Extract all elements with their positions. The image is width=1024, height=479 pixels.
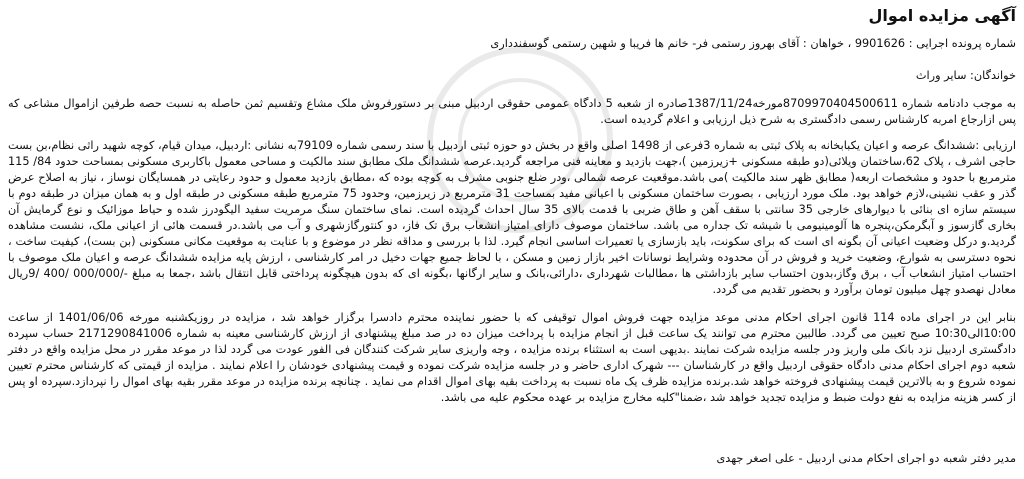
notice-title: آگهی مزایده اموال bbox=[868, 6, 1016, 25]
signature-line: مدیر دفتر شعبه دو اجرای احکام مدنی اردبیل - علی اصغر جهدی bbox=[716, 452, 1016, 465]
intro-paragraph: به موجب دادنامه شماره 8709970404500611مورخه1387/11/24صادره از شعبه 5 دادگاه عمومی حقوقی اردبیل مبنی بر دستورفروش ملک مشاع وتقسیم ثمن حاصله به نسبت حصه طرفین ازاموال مشاعی که پس ازارجاع امربه کارشناس رسمی دادگستری به شرح ذیل ارزیابی و اعلام گردیده است. bbox=[8, 97, 1016, 126]
defendants-line: خواندگان: سایر وراث bbox=[915, 69, 1016, 82]
procedure-paragraph: بنابر این در اجرای ماده 114 قانون اجرای احکام مدنی موعد مزایده جهت فروش اموال توقیفی که با حضور نماینده محترم دادسرا برگزار خواهد شد ، مزایده در روزیکشنبه مورخه 1401/06/06 از ساعت 10:00الی10:30 صبح تعیین می گردد. طالبین محترم می توانند یک ساعت قبل از انجام مزایده با پرداخت میزان ده در صد مبلغ پیشنهادی از ارزش کارشناسی معینه به شماره 2171290841006 حساب سپرده دادگستری اردبیل نزد بانک ملی واریز ودر جلسه مزایده شرکت نمایند .بدیهی است به استثناء برنده مزایده ، وجه واریزی سایر شرکت کنندگان فی الفور عودت می گردد لذا در موعد مقرر در محل مزایده واقع در دفتر شعبه دوم اجرای احکام مدنی دادگاه حقوقی اردبیل واقع در کارشناسان --- شهرک اداری حاضر و در جلسه مزایده شرکت نموده و قیمت پیشنهادی خودشان را اعلام نمایند . مزایده از قیمتی که کارشناس محترم تعیین نموده شروع و به بالاترین قیمت پیشنهادی فروخته خواهد شد.برنده مزایده ظرف یک ماه نسبت به پرداخت بقیه بهای اموال اقدام می نماید . چنانچه برنده مزایده در موعد مقرر بقیه بهای اموال را نپردازد.سپرده او پس از کسر هزینه مزایده به نفع دولت ضبط و مزایده تجدید خواهد شد ،ضمنا"کلیه مخارج مزایده بر عهده محکوم علیه می باشد. bbox=[8, 311, 1016, 404]
assessment-paragraph: ارزیابی :ششدانگ عرصه و اعیان یکبابخانه به پلاک ثبتی به شماره 3فرعی از 1498 اصلی واقع در بخش دو حوزه ثبتی اردبیل با سند رسمی شماره 79109به نشانی :اردبیل، میدان قیام، کوچه شهید راثی نظام،بن بست حاجی اشرف ، پلاک 62،ساختمان ویلائی(دو طبقه مسکونی +زیرزمین )،جهت بازدید و معاینه فنی مراجعه گردید.عرصه ششدانگ ملک مطابق سند مالکیت و مساحی معمول باکاربری مسکونی بمساحت حدود 84/ 115 مترمربع با حدود و مشخصات اربعه( مطابق ظهر سند مالکیت )می باشد.موقعیت عرصه شمالی ،ودر ضلع جنوبی مشرف به کوچه بوده که ،مطابق بازدید معمول و حدود رعایتی در همسایگان نوساز ، نیاز به اصلاح عرض گذر و عقب نشینی،لازم خواهد بود. ملک مورد ارزیابی ، بصورت ساختمان مسکونی با اعیانی مفید بمساحت 31 مترمربع در زیرزمین، وحدود 75 مترمربع طبقه مسکونی در طبقه اول و به همان میزان در طبقه دوم با سیستم سازه ای بنائی با دیوارهای خارجی 35 سانتی با سقف آهن و طاق ضربی با قدمت بالای 35 سال احداث گردیده است. نمای ساختمان سنگ مرمریت سفید الیگودرز شده و حیاط موزائیک و نوع گرمایش آن بخاری گازسوز و آبگرمکن،پنجره ها آلومینیومی با شیشه تک جداره می باشد. ساختمان موصوف دارای امتیاز انشعاب برق تک فاز، دو کنتورگازشهری و آب می باشد.در قسمت هائی از اعیانی ملک، نشست مشاهده گردید.و درکل وضعیت اعیانی آن بگونه ای است که برای سکونت، باید بازسازی یا تعمیرات اساسی انجام گیرد. لذا با بررسی و مداقه نظر در موضوع و با عنایت به موقعیت مکانی مسکونی (بن بست)، کیفیت ساخت ، نحوه دسترسی به شوارع، وضعیت خرید و فروش در آن محدوده وشرایط نوسانات اخیر بازار زمین و مسکن ، با لحاظ جمیع جهات دخیل در امر کارشناسی ، ارزش پایه مزایده ششدانگ عرصه و اعیان ملک موصوف با احتساب امتیاز انشعاب آب ، برق وگاز،بدون احتساب سایر بازداشتی ها ،مطالبات شهرداری ،دارائی،بانک و سایر ارگانها ،بگونه ای که بدون هیچگونه پرداختی قابل انتقال باشد ،جمعا به مبلغ -/000/000 /400 /9ریال معادل نهصدو چهل میلیون تومان برآورد و بحضور تقدیم می گردد. bbox=[8, 139, 1017, 296]
case-number-line: شماره پرونده اجرایی : 9901626 ، خواهان : آقای بهروز رستمی فر- خانم ها فریبا و شهین رستمی گوسفندداری bbox=[490, 37, 1016, 50]
